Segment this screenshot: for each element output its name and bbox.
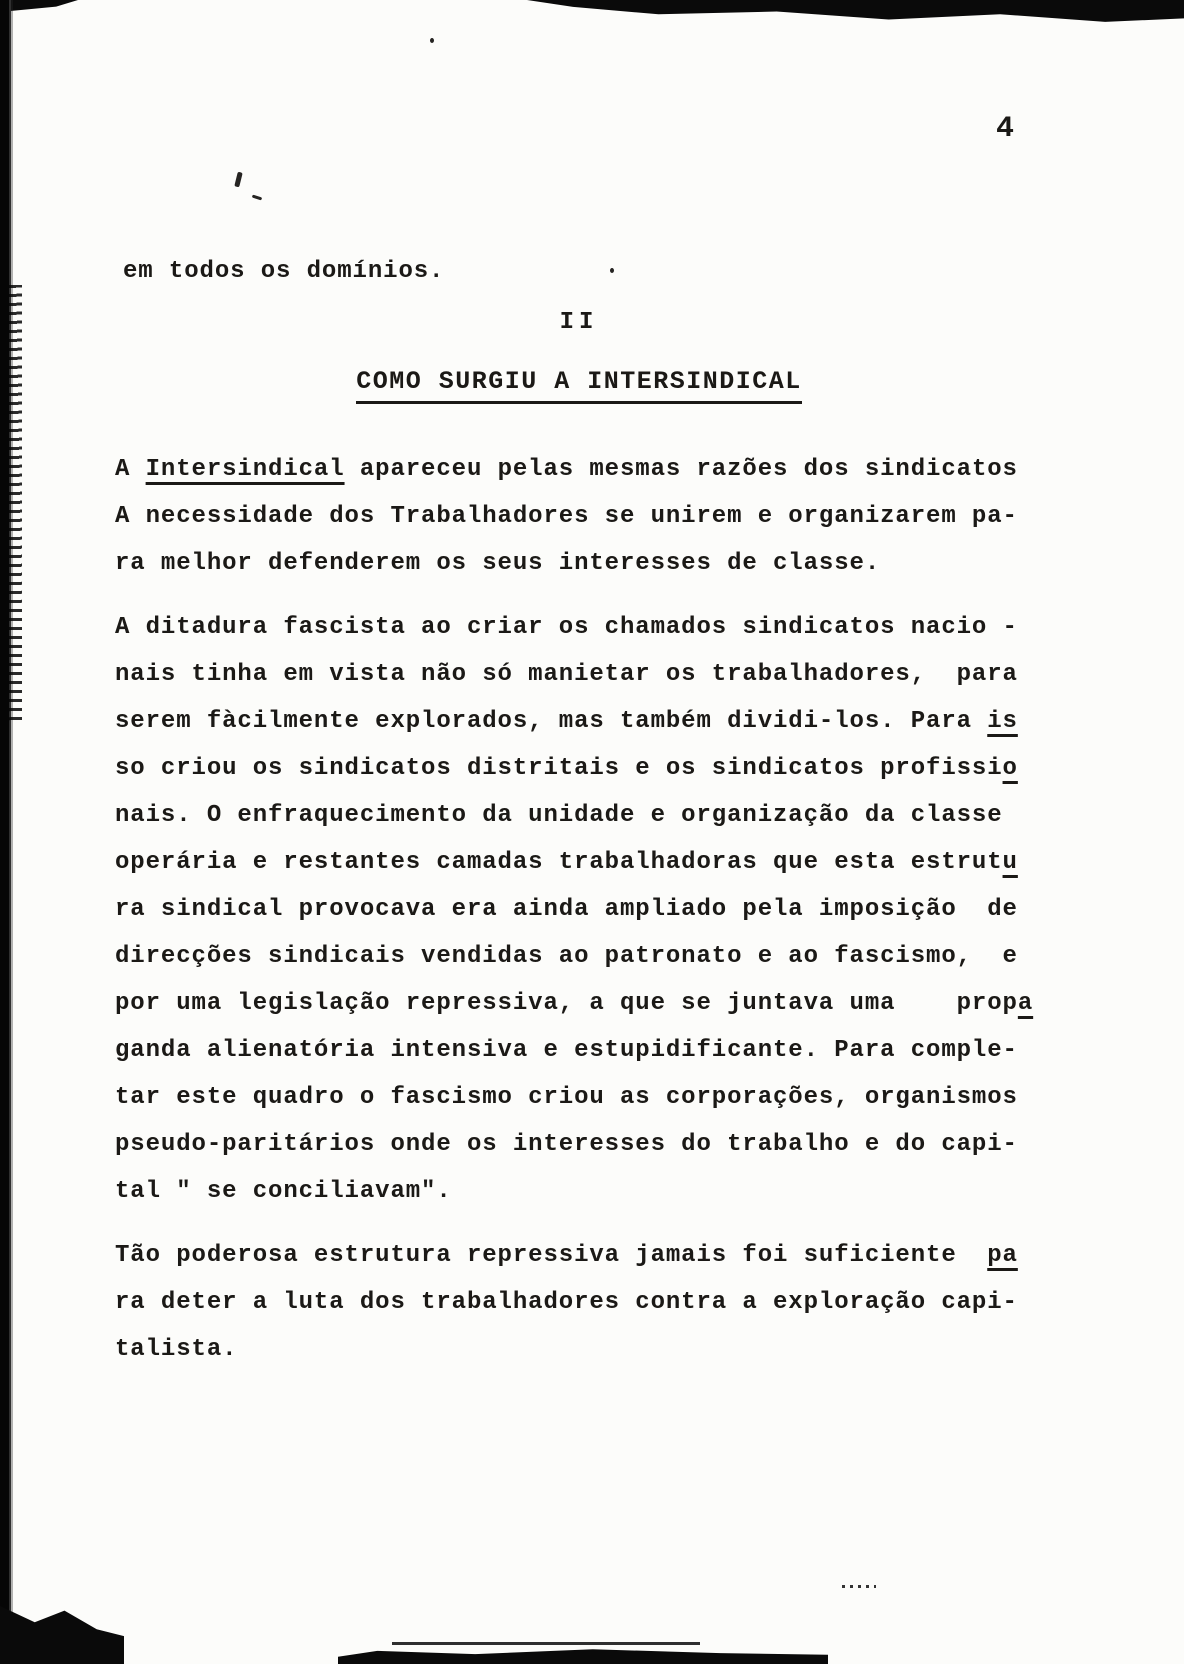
- scan-artifact-left-hatch: [9, 285, 22, 725]
- document-line: [115, 540, 1043, 587]
- document-line: [115, 446, 1043, 493]
- document-line: [115, 1121, 1043, 1168]
- document-line: [115, 839, 1043, 886]
- document-line: [115, 493, 1043, 540]
- text-segment: por uma legislação repressiva, a que se juntava uma prop: [115, 990, 1018, 1017]
- document-content: [115, 256, 1043, 1390]
- document-title-text: COMO SURGIU A INTERSINDICAL: [356, 367, 802, 404]
- text-segment: A: [115, 456, 146, 483]
- text-segment: ra sindical provocava era ainda ampliado pela imposição de: [115, 896, 1018, 923]
- paragraph: [115, 604, 1043, 1215]
- text-segment: so criou os sindicatos distritais e os sindicatos profissi: [115, 755, 1003, 782]
- underlined-text: is: [987, 708, 1018, 735]
- text-segment: serem fàcilmente explorados, mas também dividi-los. Para: [115, 708, 988, 735]
- document-line: [115, 698, 1043, 745]
- text-segment: tar este quadro o fascismo criou as corporações, organismos: [115, 1084, 1018, 1111]
- text-segment: nais tinha em vista não só manietar os trabalhadores, para: [115, 661, 1018, 688]
- scan-artifact-left-edge: [0, 0, 18, 1664]
- scan-speck: [252, 195, 262, 201]
- document-title: [115, 364, 1043, 402]
- text-segment: A ditadura fascista ao criar os chamados sindicatos nacio -: [115, 614, 1018, 641]
- underlined-text: a: [1017, 990, 1034, 1017]
- paragraph: [115, 446, 1043, 587]
- scan-speck: [430, 38, 434, 43]
- underlined-text: pa: [987, 1242, 1018, 1269]
- text-segment: tal " se conciliavam".: [115, 1178, 452, 1205]
- document-line: [115, 1232, 1043, 1279]
- paragraph: [115, 1232, 1043, 1373]
- document-line: [115, 980, 1043, 1027]
- text-segment: talista.: [115, 1336, 238, 1363]
- scan-artifact-bottom-strip: [338, 1648, 828, 1664]
- text-segment: ra deter a luta dos trabalhadores contra a exploração capi-: [115, 1289, 1018, 1316]
- document-line: [115, 651, 1043, 698]
- text-segment: nais. O enfraquecimento da unidade e organização da classe: [115, 802, 1003, 829]
- text-segment: Tão poderosa estrutura repressiva jamais foi suficiente: [115, 1242, 988, 1269]
- document-line: [115, 1027, 1043, 1074]
- document-line: [115, 1279, 1043, 1326]
- document-line: [115, 933, 1043, 980]
- intro-line: em todos os domínios.: [123, 258, 445, 285]
- page-number: 4: [996, 112, 1016, 146]
- scan-artifact-top-strip: [527, 0, 1184, 23]
- document-line: [115, 1074, 1043, 1121]
- text-segment: pseudo-paritários onde os interesses do trabalho e do capi-: [115, 1131, 1018, 1158]
- underlined-text: Intersindical: [145, 456, 345, 483]
- document-line: [115, 1326, 1043, 1373]
- document-line: [115, 886, 1043, 933]
- scan-speck: [842, 1585, 876, 1588]
- document-body: [115, 446, 1043, 1373]
- document-line: [115, 604, 1043, 651]
- section-numeral: II: [559, 309, 599, 336]
- document-line: [115, 1168, 1043, 1215]
- scan-speck: [234, 172, 242, 188]
- text-segment: ra melhor defenderem os seus interesses de classe.: [115, 550, 881, 577]
- text-segment: ganda alienatória intensiva e estupidificante. Para comple-: [115, 1037, 1018, 1064]
- document-line: [115, 792, 1043, 839]
- underlined-text: u: [1002, 849, 1018, 876]
- scan-artifact-bottom-left: [0, 1606, 124, 1664]
- text-segment: direcções sindicais vendidas ao patronato e ao fascismo, e: [115, 943, 1018, 970]
- text-segment: apareceu pelas mesmas razões dos sindicatos: [344, 456, 1018, 483]
- text-segment: A necessidade dos Trabalhadores se unirem e organizarem pa-: [115, 503, 1018, 530]
- document-line: [115, 745, 1043, 792]
- text-segment: operária e restantes camadas trabalhadoras que esta estrut: [115, 849, 1003, 876]
- underlined-text: o: [1002, 755, 1018, 782]
- scan-artifact-bottom-line: [392, 1642, 700, 1645]
